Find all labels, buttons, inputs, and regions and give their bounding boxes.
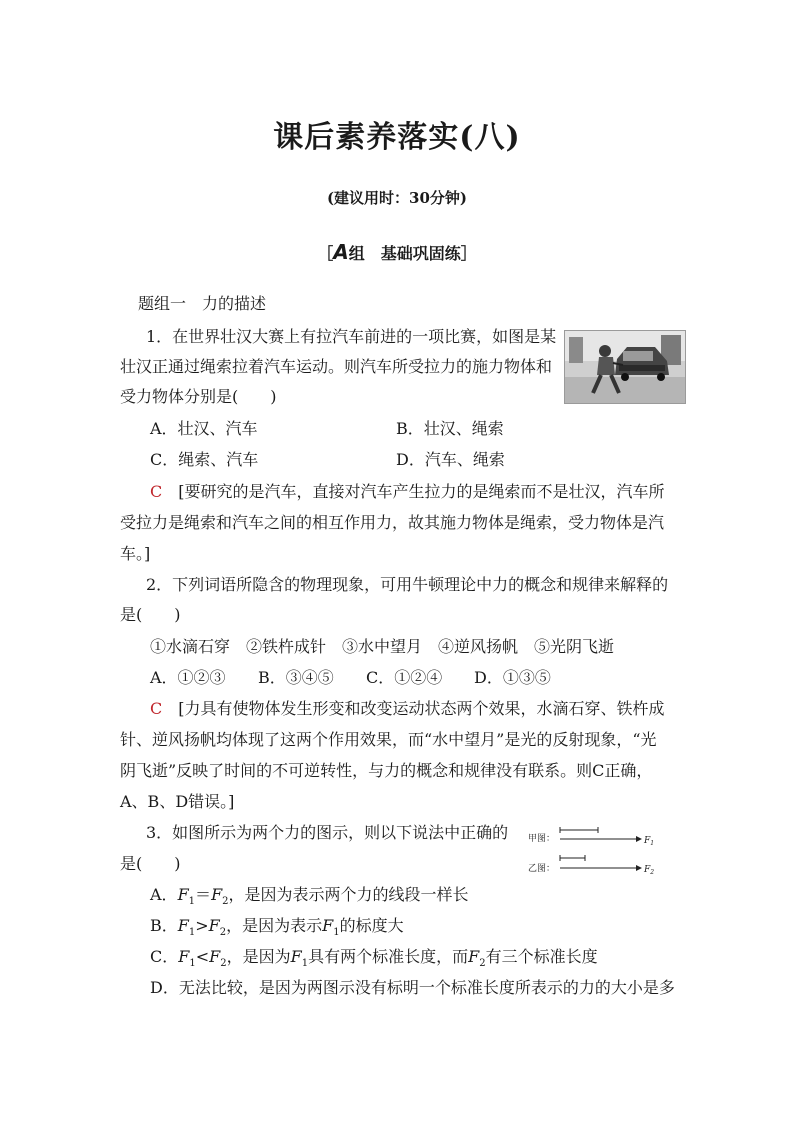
- q2-option-c: C．①②④: [366, 668, 443, 687]
- q1-line2: 壮汉正通过绳索拉着汽车运动。则汽车所受拉力的施力物体和: [120, 357, 553, 376]
- q1-exp1: [要研究的是汽车，直接对汽车产生拉力的是绳索而不是壮汉，汽车所: [178, 482, 665, 501]
- q1-explanation-line3: 车。]: [120, 544, 151, 563]
- force-label-f1: $F_1$: [644, 836, 655, 847]
- q1-explanation-line2: 受拉力是绳索和汽车之间的相互作用力，故其施力物体是绳索，受力物体是汽: [120, 513, 665, 532]
- q2-explanation-line1: [150, 698, 665, 720]
- group-bracket-open: ［: [317, 244, 334, 263]
- photo-illustration: [565, 331, 685, 403]
- q2-option-d: D．①③⑤: [474, 668, 551, 687]
- group-bracket-close: ］: [460, 244, 477, 263]
- q1-explanation-line1: [150, 481, 665, 503]
- force-diagram-svg: [528, 822, 658, 876]
- q2-explanation-line3: 阴飞逝”反映了时间的不可逆转性，与力的概念和规律没有联系。则C正确，: [120, 761, 653, 780]
- q3-option-b: B．$F_1>F_2$，是因为表示$F_1$的标度大: [150, 916, 404, 939]
- q2-option-b: B．③④⑤: [258, 668, 334, 687]
- q1-answer: C: [150, 482, 163, 501]
- page-title: 课后素养落实(八): [273, 120, 521, 155]
- q1-option-d: D．汽车、绳索: [396, 450, 505, 469]
- q1-option-c: C．绳索、汽车: [150, 450, 259, 469]
- q2-explanation-line2: 针、逆风扬帆均体现了这两个作用效果，而“水中望月”是光的反射现象，“光: [120, 730, 657, 749]
- fig-label-jia: 甲图：: [528, 834, 556, 844]
- suggested-time: (建议用时：30分钟): [326, 189, 468, 207]
- force-label-f2: $F_2$: [644, 865, 655, 876]
- q1-line3: 受力物体分别是( ): [120, 387, 277, 406]
- q1-option-b: B．壮汉、绳索: [396, 419, 504, 438]
- fig-label-yi: 乙图：: [528, 864, 556, 874]
- topic-heading: 题组一 力的描述: [138, 294, 267, 313]
- group-heading: [0, 240, 794, 264]
- q2-line1: 2．下列词语所隐含的物理现象，可用牛顿理论中力的概念和规律来解释的: [146, 575, 669, 594]
- strongman-pulling-car-photo: [564, 330, 686, 404]
- q3-option-a: A．$F_1=F_2$，是因为表示两个力的线段一样长: [150, 885, 469, 908]
- q1-option-a: A．壮汉、汽车: [150, 419, 258, 438]
- q2-line2: 是( ): [120, 605, 181, 624]
- q2-explanation-line4: A、B、D错误。]: [120, 792, 235, 811]
- q2-answer: C: [150, 699, 163, 718]
- q1-line1: 1．在世界壮汉大赛上有拉汽车前进的一项比赛，如图是某: [146, 327, 557, 346]
- group-label: 组 基础巩固练: [348, 244, 461, 263]
- force-diagram: [528, 822, 658, 876]
- q3-line1: 3．如图所示为两个力的图示，则以下说法中正确的: [146, 823, 509, 842]
- q3-option-d: D．无法比较，是因为两图示没有标明一个标准长度所表示的力的大小是多: [150, 978, 675, 997]
- q3-option-c: C．$F_1<F_2$，是因为$F_1$具有两个标准长度，而$F_2$有三个标准长度: [150, 947, 598, 970]
- q2-option-a: A．①②③: [150, 668, 226, 687]
- q2-items: ①水滴石穿 ②铁杵成针 ③水中望月 ④逆风扬帆 ⑤光阴飞逝: [150, 637, 615, 656]
- group-letter: A: [333, 240, 349, 264]
- q2-exp1: [力具有使物体发生形变和改变运动状态两个效果，水滴石穿、铁杵成: [178, 699, 665, 718]
- q3-line2: 是( ): [120, 854, 181, 873]
